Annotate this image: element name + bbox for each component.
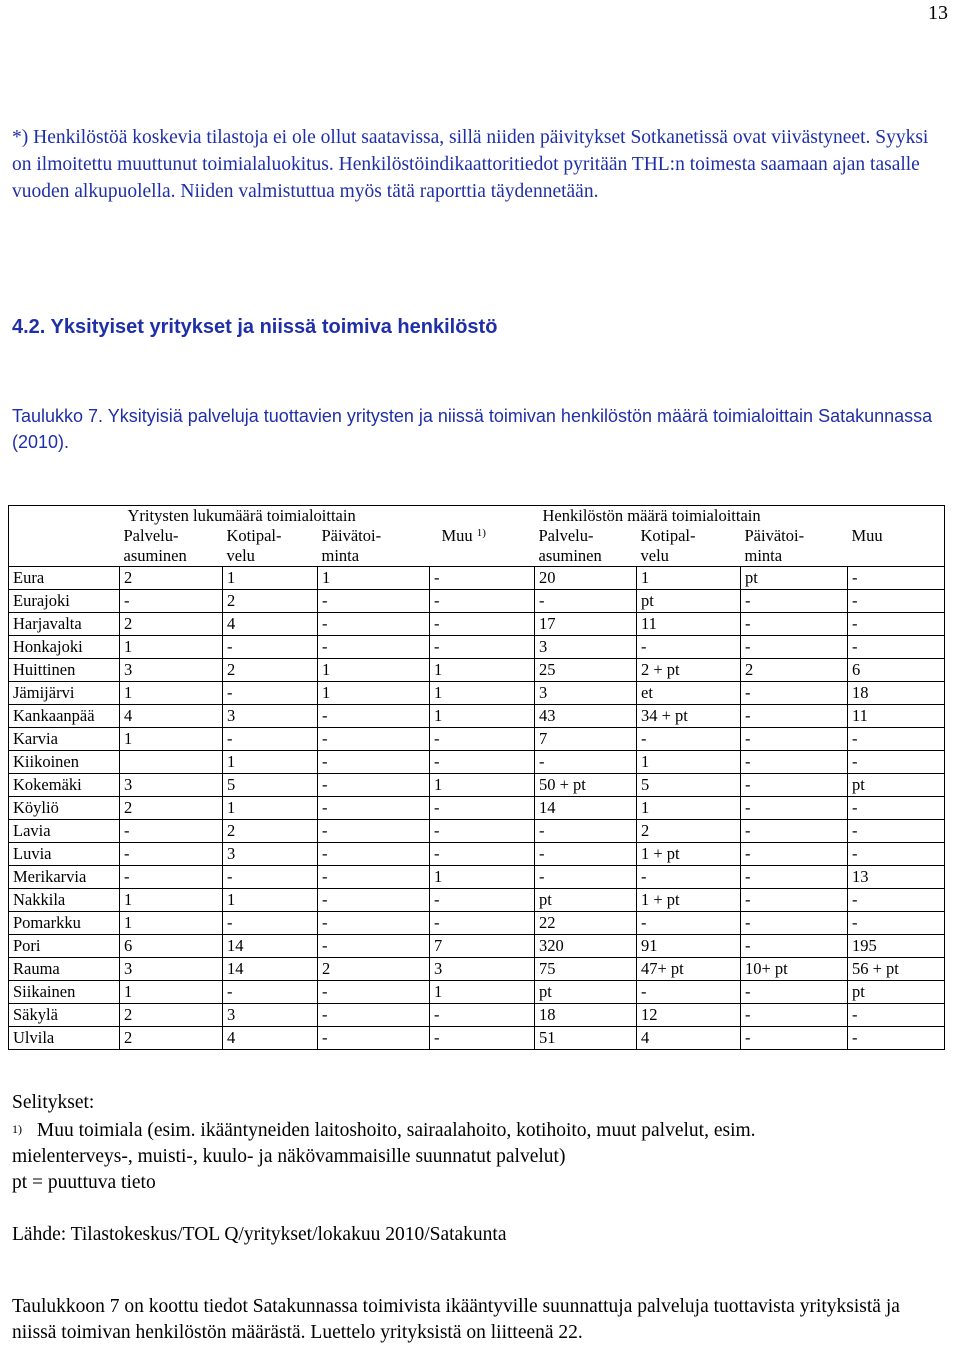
legend-line-1: $^{1)}$ Muu toimiala (esim. ikääntyneiden laitoshoito, sairaalahoito, kotihoito, muut palvelut, esim.: [12, 1120, 756, 1141]
value-cell: -: [848, 843, 945, 866]
value-cell: -: [741, 728, 848, 751]
table-row: [9, 866, 945, 889]
value-cell: 22: [535, 912, 637, 935]
municipality-cell: Karvia: [9, 728, 120, 751]
municipality-cell: Kokemäki: [9, 774, 120, 797]
value-cell: -: [430, 636, 535, 659]
value-cell: -: [535, 590, 637, 613]
value-cell: 2: [120, 567, 223, 590]
value-cell: -: [848, 728, 945, 751]
municipality-cell: Pori: [9, 935, 120, 958]
value-cell: 13: [848, 866, 945, 889]
value-cell: 3: [430, 958, 535, 981]
value-cell: -: [637, 912, 741, 935]
value-cell: 3: [535, 636, 637, 659]
table-row: [9, 958, 945, 981]
value-cell: -: [535, 843, 637, 866]
table-row: [9, 1027, 945, 1050]
value-cell: -: [430, 590, 535, 613]
value-cell: -: [430, 889, 535, 912]
value-cell: -: [430, 1004, 535, 1027]
value-cell: 1: [430, 682, 535, 705]
value-cell: pt: [741, 567, 848, 590]
value-cell: 2: [120, 797, 223, 820]
value-cell: -: [430, 1027, 535, 1050]
value-cell: 50 + pt: [535, 774, 637, 797]
value-cell: -: [848, 797, 945, 820]
data-table: [8, 505, 945, 1050]
table-row: [9, 797, 945, 820]
value-cell: 5: [637, 774, 741, 797]
value-cell: -: [318, 728, 430, 751]
value-cell: 320: [535, 935, 637, 958]
col-header-4: Muu $^{1)}$: [430, 526, 535, 567]
municipality-cell: Kiikoinen: [9, 751, 120, 774]
value-cell: -: [848, 590, 945, 613]
value-cell: 2: [223, 590, 318, 613]
value-cell: -: [318, 935, 430, 958]
value-cell: -: [318, 981, 430, 1004]
municipality-cell: Rauma: [9, 958, 120, 981]
value-cell: -: [637, 866, 741, 889]
footnote-note: *) Henkilöstöä koskevia tilastoja ei ole ollut saatavissa, sillä niiden päivitykset Sotkanetissä ovat viivästyneet. Syyksi on ilmoitettu muuttunut toimialaluokitus. Henkilöstöindikaattoritiedot pyritään THL:n toimesta saamaan ajan tasalle vuoden alkupuolella. Niiden valmistuttua myös tätä raporttia täydennetään.: [12, 127, 929, 202]
value-cell: pt: [848, 774, 945, 797]
table-row: [9, 682, 945, 705]
value-cell: [120, 751, 223, 774]
header-row-1: [9, 526, 945, 546]
value-cell: pt: [535, 889, 637, 912]
source-line: Lähde: Tilastokeskus/TOL Q/yritykset/lokakuu 2010/Satakunta: [12, 1224, 507, 1245]
value-cell: -: [848, 567, 945, 590]
value-cell: 6: [120, 935, 223, 958]
value-cell: -: [848, 751, 945, 774]
table-row: [9, 774, 945, 797]
value-cell: 5: [223, 774, 318, 797]
value-cell: 4: [637, 1027, 741, 1050]
table-row: [9, 751, 945, 774]
value-cell: 17: [535, 613, 637, 636]
value-cell: -: [535, 820, 637, 843]
value-cell: 18: [848, 682, 945, 705]
legend-title: Selitykset:: [12, 1092, 95, 1113]
value-cell: -: [318, 866, 430, 889]
page-number: 13: [928, 2, 948, 24]
value-cell: 47+ pt: [637, 958, 741, 981]
value-cell: 14: [535, 797, 637, 820]
municipality-cell: Kankaanpää: [9, 705, 120, 728]
municipality-cell: Eura: [9, 567, 120, 590]
value-cell: pt: [535, 981, 637, 1004]
value-cell: -: [318, 636, 430, 659]
value-cell: -: [741, 590, 848, 613]
value-cell: 1: [430, 981, 535, 1004]
value-cell: 1: [120, 889, 223, 912]
value-cell: -: [741, 705, 848, 728]
col-header-8: Muu: [848, 526, 945, 567]
value-cell: 20: [535, 567, 637, 590]
value-cell: -: [848, 1027, 945, 1050]
table-row: [9, 728, 945, 751]
col-header-7: Päivätoi-: [744, 526, 805, 545]
value-cell: 1 + pt: [637, 843, 741, 866]
legend-line-3: pt = puuttuva tieto: [12, 1172, 156, 1193]
value-cell: -: [223, 866, 318, 889]
value-cell: 1: [430, 866, 535, 889]
value-cell: 3: [120, 774, 223, 797]
value-cell: 1: [120, 682, 223, 705]
value-cell: 25: [535, 659, 637, 682]
value-cell: 1: [637, 797, 741, 820]
value-cell: 75: [535, 958, 637, 981]
table-row: [9, 935, 945, 958]
value-cell: 10+ pt: [741, 958, 848, 981]
value-cell: 1: [223, 751, 318, 774]
value-cell: -: [741, 1027, 848, 1050]
municipality-cell: Köyliö: [9, 797, 120, 820]
value-cell: 1: [637, 751, 741, 774]
value-cell: 4: [120, 705, 223, 728]
value-cell: -: [318, 1027, 430, 1050]
col-header-2: Kotipal-: [226, 526, 282, 545]
value-cell: -: [318, 889, 430, 912]
value-cell: -: [223, 728, 318, 751]
value-cell: 2: [120, 613, 223, 636]
value-cell: -: [741, 889, 848, 912]
col-header-5: Palvelu-: [538, 526, 594, 545]
value-cell: 18: [535, 1004, 637, 1027]
value-cell: 11: [848, 705, 945, 728]
value-cell: 1: [120, 981, 223, 1004]
value-cell: -: [741, 797, 848, 820]
value-cell: 6: [848, 659, 945, 682]
table-row: [9, 889, 945, 912]
value-cell: 2: [223, 820, 318, 843]
value-cell: 34 + pt: [637, 705, 741, 728]
col-header-1: Palvelu-: [123, 526, 179, 545]
table-row: [9, 590, 945, 613]
value-cell: -: [430, 797, 535, 820]
value-cell: -: [430, 751, 535, 774]
value-cell: -: [223, 981, 318, 1004]
value-cell: -: [741, 935, 848, 958]
value-cell: 1: [223, 797, 318, 820]
value-cell: -: [318, 613, 430, 636]
value-cell: 3: [535, 682, 637, 705]
closing-paragraph: Taulukkoon 7 on koottu tiedot Satakunnassa toimivista ikääntyville suunnattuja palveluja tuottavista yrityksistä ja niissä toimivan henkilöstön määrästä. Luettelo yrityksistä on liitteenä 22.: [12, 1296, 900, 1343]
value-cell: -: [637, 728, 741, 751]
value-cell: 1 + pt: [637, 889, 741, 912]
value-cell: -: [318, 705, 430, 728]
value-cell: 3: [120, 659, 223, 682]
municipality-cell: Merikarvia: [9, 866, 120, 889]
value-cell: -: [741, 682, 848, 705]
value-cell: 3: [223, 705, 318, 728]
municipality-cell: Huittinen: [9, 659, 120, 682]
municipality-cell: Jämijärvi: [9, 682, 120, 705]
col-header-6: Kotipal-: [640, 526, 696, 545]
value-cell: -: [318, 774, 430, 797]
value-cell: -: [318, 797, 430, 820]
value-cell: 2: [741, 659, 848, 682]
municipality-cell: Siikainen: [9, 981, 120, 1004]
value-cell: 3: [120, 958, 223, 981]
value-cell: -: [848, 636, 945, 659]
value-cell: 56 + pt: [848, 958, 945, 981]
value-cell: 12: [637, 1004, 741, 1027]
value-cell: -: [223, 912, 318, 935]
value-cell: -: [741, 820, 848, 843]
value-cell: 51: [535, 1027, 637, 1050]
value-cell: 1: [430, 705, 535, 728]
value-cell: 1: [223, 889, 318, 912]
value-cell: 1: [120, 728, 223, 751]
value-cell: -: [318, 820, 430, 843]
value-cell: 2: [318, 958, 430, 981]
value-cell: 1: [223, 567, 318, 590]
value-cell: -: [318, 1004, 430, 1027]
value-cell: -: [120, 843, 223, 866]
value-cell: -: [120, 820, 223, 843]
table-row: [9, 659, 945, 682]
municipality-cell: Harjavalta: [9, 613, 120, 636]
value-cell: 11: [637, 613, 741, 636]
value-cell: 2: [120, 1027, 223, 1050]
value-cell: 1: [318, 567, 430, 590]
value-cell: -: [430, 567, 535, 590]
table-row: [9, 636, 945, 659]
value-cell: -: [223, 682, 318, 705]
value-cell: -: [120, 590, 223, 613]
value-cell: -: [430, 728, 535, 751]
header-group-row: [9, 506, 945, 527]
municipality-cell: Ulvila: [9, 1027, 120, 1050]
table-row: [9, 981, 945, 1004]
value-cell: 14: [223, 935, 318, 958]
value-cell: 1: [318, 682, 430, 705]
value-cell: 4: [223, 1027, 318, 1050]
table-row: [9, 613, 945, 636]
value-cell: 1: [120, 912, 223, 935]
municipality-cell: Lavia: [9, 820, 120, 843]
value-cell: -: [430, 912, 535, 935]
value-cell: -: [318, 751, 430, 774]
value-cell: -: [637, 636, 741, 659]
value-cell: 2: [223, 659, 318, 682]
value-cell: -: [848, 1004, 945, 1027]
table-caption: Taulukko 7. Yksityisiä palveluja tuottavien yritysten ja niissä toimivan henkilöstön määrä toimialoittain Satakunnassa (2010).: [12, 406, 933, 452]
table-row: [9, 843, 945, 866]
value-cell: -: [741, 1004, 848, 1027]
value-cell: -: [535, 866, 637, 889]
legend-line-2: mielenterveys-, muisti-, kuulo- ja näkövammaisille suunnatut palvelut): [12, 1146, 566, 1167]
value-cell: pt: [848, 981, 945, 1004]
col-header-3: Päivätoi-: [321, 526, 382, 545]
value-cell: 1: [318, 659, 430, 682]
value-cell: -: [430, 613, 535, 636]
value-cell: -: [741, 774, 848, 797]
value-cell: -: [741, 843, 848, 866]
value-cell: -: [741, 866, 848, 889]
value-cell: 43: [535, 705, 637, 728]
value-cell: -: [318, 843, 430, 866]
value-cell: 3: [223, 843, 318, 866]
value-cell: -: [120, 866, 223, 889]
value-cell: pt: [637, 590, 741, 613]
municipality-cell: Pomarkku: [9, 912, 120, 935]
value-cell: 2: [637, 820, 741, 843]
value-cell: 1: [637, 567, 741, 590]
value-cell: -: [637, 981, 741, 1004]
value-cell: -: [741, 751, 848, 774]
value-cell: -: [848, 613, 945, 636]
value-cell: 1: [120, 636, 223, 659]
value-cell: 14: [223, 958, 318, 981]
value-cell: 91: [637, 935, 741, 958]
value-cell: -: [741, 636, 848, 659]
value-cell: 2 + pt: [637, 659, 741, 682]
value-cell: -: [848, 820, 945, 843]
value-cell: 7: [535, 728, 637, 751]
value-cell: et: [637, 682, 741, 705]
section-title: 4.2. Yksityiset yritykset ja niissä toimiva henkilöstö: [12, 316, 498, 338]
municipality-cell: Säkylä: [9, 1004, 120, 1027]
value-cell: -: [741, 981, 848, 1004]
header-row-2: asuminen velu minta asuminen velu minta: [9, 546, 945, 567]
value-cell: 1: [430, 659, 535, 682]
value-cell: -: [318, 912, 430, 935]
group-header-companies: Yritysten lukumäärä toimialoittain: [120, 506, 535, 527]
table-row: [9, 567, 945, 590]
value-cell: 4: [223, 613, 318, 636]
value-cell: 3: [223, 1004, 318, 1027]
value-cell: -: [848, 889, 945, 912]
value-cell: -: [430, 820, 535, 843]
value-cell: 7: [430, 935, 535, 958]
value-cell: 195: [848, 935, 945, 958]
value-cell: -: [223, 636, 318, 659]
table-row: [9, 705, 945, 728]
value-cell: 1: [430, 774, 535, 797]
value-cell: -: [741, 613, 848, 636]
value-cell: -: [535, 751, 637, 774]
municipality-cell: Honkajoki: [9, 636, 120, 659]
table-row: [9, 912, 945, 935]
table-row: [9, 1004, 945, 1027]
value-cell: -: [430, 843, 535, 866]
municipality-cell: Nakkila: [9, 889, 120, 912]
value-cell: 2: [120, 1004, 223, 1027]
value-cell: -: [318, 590, 430, 613]
value-cell: -: [848, 912, 945, 935]
municipality-cell: Luvia: [9, 843, 120, 866]
municipality-cell: Eurajoki: [9, 590, 120, 613]
group-header-staff: Henkilöstön määrä toimialoittain: [535, 506, 945, 527]
value-cell: -: [741, 912, 848, 935]
table-row: [9, 820, 945, 843]
